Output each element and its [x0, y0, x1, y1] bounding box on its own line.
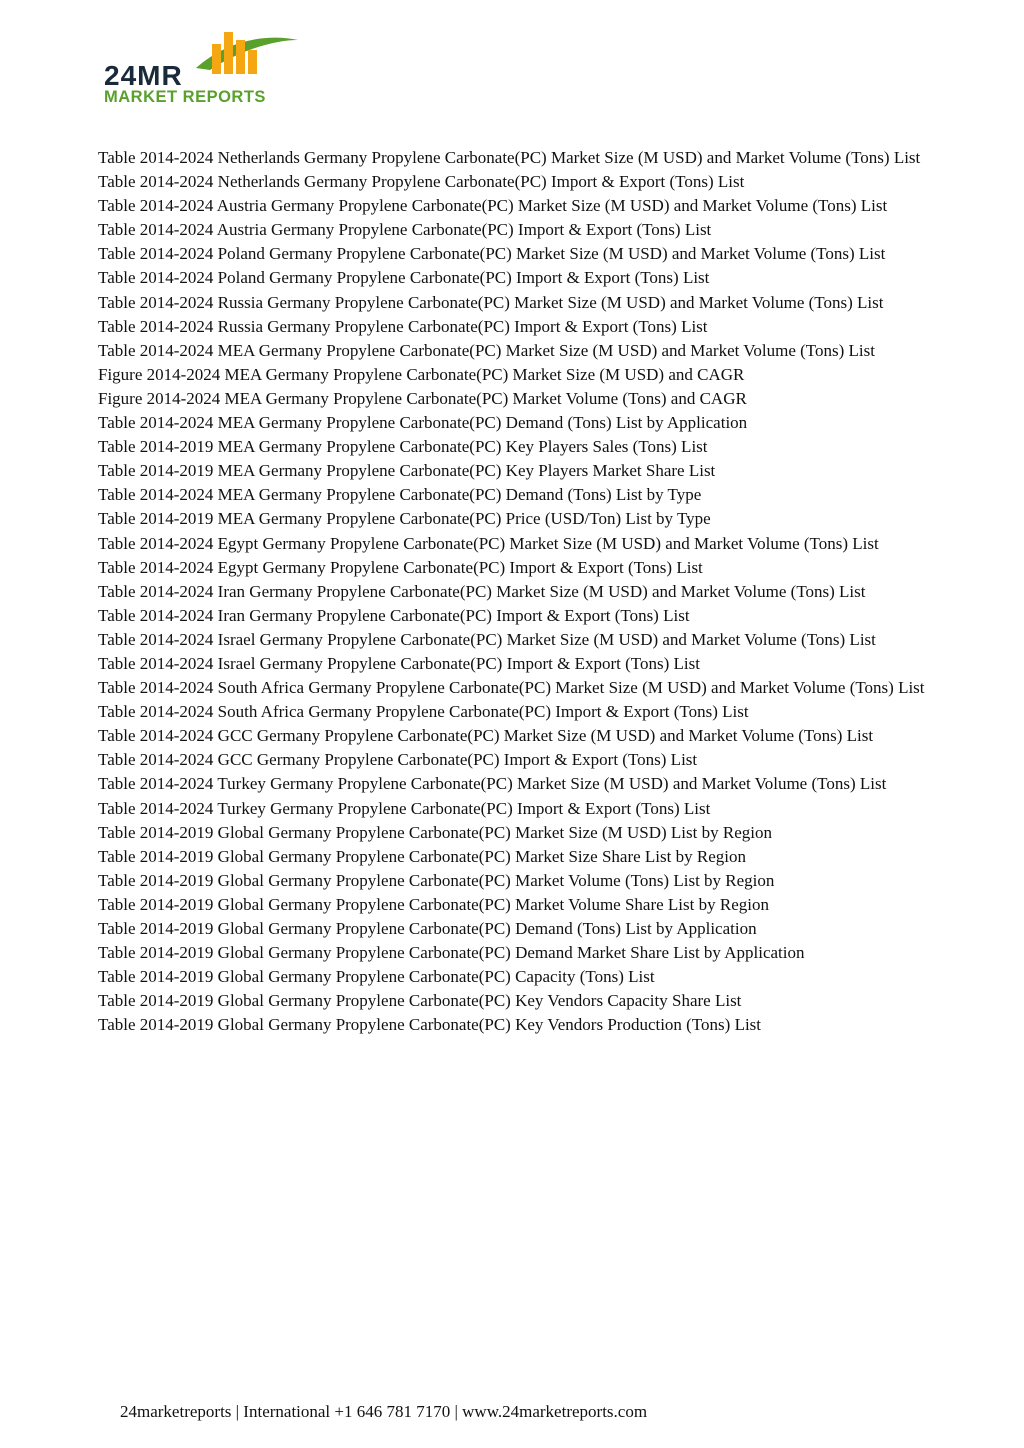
list-item: Table 2014-2024 Austria Germany Propylene Carbonate(PC) Import & Export (Tons) List [98, 220, 712, 240]
list-item: Table 2014-2024 South Africa Germany Propylene Carbonate(PC) Import & Export (Tons) List [98, 702, 749, 722]
list-item: Table 2014-2024 Egypt Germany Propylene Carbonate(PC) Market Size (M USD) and Market Volume (Tons) List [98, 533, 879, 553]
list-item: Table 2014-2019 Global Germany Propylene Carbonate(PC) Market Volume (Tons) List by Region [98, 870, 775, 890]
list-item: Table 2014-2019 Global Germany Propylene Carbonate(PC) Key Vendors Production (Tons) List [98, 1015, 762, 1035]
list-item: Table 2014-2019 Global Germany Propylene Carbonate(PC) Demand Market Share List by Application [98, 943, 805, 963]
list-item: Table 2014-2024 Netherlands Germany Propylene Carbonate(PC) Import & Export (Tons) List [98, 172, 745, 192]
page-footer: 24marketreports | International +1 646 781 7170 | www.24marketreports.com [120, 1402, 648, 1421]
list-item: Table 2014-2024 Israel Germany Propylene Carbonate(PC) Market Size (M USD) and Market Volume (Tons) List [98, 629, 876, 649]
list-item: Table 2014-2024 Israel Germany Propylene Carbonate(PC) Import & Export (Tons) List [98, 653, 700, 673]
list-item: Table 2014-2024 GCC Germany Propylene Carbonate(PC) Market Size (M USD) and Market Volume (Tons) List [98, 726, 874, 746]
list-item: Table 2014-2019 Global Germany Propylene Carbonate(PC) Demand (Tons) List by Application [98, 919, 757, 938]
list-item: Table 2014-2019 Global Germany Propylene Carbonate(PC) Market Size (M USD) List by Region [98, 822, 772, 842]
list-item: Table 2014-2024 Iran Germany Propylene Carbonate(PC) Import & Export (Tons) List [98, 605, 690, 625]
table-of-figures-list [98, 146, 926, 1037]
logo-tagline: MARKET REPORTS [104, 88, 266, 106]
list-item: Table 2014-2024 Netherlands Germany Propylene Carbonate(PC) Market Size (M USD) and Market Volume (Tons) List [98, 148, 921, 167]
list-item: Table 2014-2024 GCC Germany Propylene Carbonate(PC) Import & Export (Tons) List [98, 750, 698, 770]
list-item: Table 2014-2024 Russia Germany Propylene Carbonate(PC) Import & Export (Tons) List [98, 316, 708, 336]
list-item: Figure 2014-2024 MEA Germany Propylene Carbonate(PC) Market Size (M USD) and CAGR [98, 364, 745, 384]
list-item: Table 2014-2024 MEA Germany Propylene Carbonate(PC) Demand (Tons) List by Application [98, 413, 748, 433]
list-item: Table 2014-2024 Iran Germany Propylene Carbonate(PC) Market Size (M USD) and Market Volume (Tons) List [98, 581, 866, 601]
list-item: Table 2014-2019 Global Germany Propylene Carbonate(PC) Capacity (Tons) List [98, 967, 655, 987]
list-item: Table 2014-2024 Austria Germany Propylene Carbonate(PC) Market Size (M USD) and Market Volume (Tons) List [98, 196, 888, 216]
list-item: Table 2014-2019 MEA Germany Propylene Carbonate(PC) Key Players Sales (Tons) List [98, 437, 708, 457]
list-item: Table 2014-2024 South Africa Germany Propylene Carbonate(PC) Market Size (M USD) and Market Volume (Tons) List [98, 678, 925, 698]
list-item: Table 2014-2024 Poland Germany Propylene Carbonate(PC) Market Size (M USD) and Market Volume (Tons) List [98, 244, 886, 264]
list-item: Table 2014-2024 Poland Germany Propylene Carbonate(PC) Import & Export (Tons) List [98, 268, 710, 288]
list-item: Table 2014-2019 Global Germany Propylene Carbonate(PC) Key Vendors Capacity Share List [98, 991, 742, 1011]
list-item: Table 2014-2024 Egypt Germany Propylene Carbonate(PC) Import & Export (Tons) List [98, 557, 703, 577]
list-item: Table 2014-2024 MEA Germany Propylene Carbonate(PC) Market Size (M USD) and Market Volume (Tons) List [98, 340, 875, 360]
list-item: Table 2014-2024 Turkey Germany Propylene Carbonate(PC) Market Size (M USD) and Market Volume (Tons) List [98, 774, 887, 794]
list-item: Table 2014-2019 MEA Germany Propylene Carbonate(PC) Key Players Market Share List [98, 461, 716, 481]
list-item: Table 2014-2024 Turkey Germany Propylene Carbonate(PC) Import & Export (Tons) List [98, 798, 711, 818]
list-item: Table 2014-2019 Global Germany Propylene Carbonate(PC) Market Volume Share List by Region [98, 894, 769, 914]
list-item: Table 2014-2019 MEA Germany Propylene Carbonate(PC) Price (USD/Ton) List by Type [98, 509, 711, 529]
logo-wordmark: 24MR [104, 60, 183, 91]
list-item: Figure 2014-2024 MEA Germany Propylene Carbonate(PC) Market Volume (Tons) and CAGR [98, 388, 747, 408]
list-item: Table 2014-2019 Global Germany Propylene Carbonate(PC) Market Size Share List by Region [98, 846, 746, 866]
list-item: Table 2014-2024 MEA Germany Propylene Carbonate(PC) Demand (Tons) List by Type [98, 485, 702, 505]
company-logo [100, 28, 310, 108]
list-item: Table 2014-2024 Russia Germany Propylene Carbonate(PC) Market Size (M USD) and Market Volume (Tons) List [98, 292, 884, 312]
